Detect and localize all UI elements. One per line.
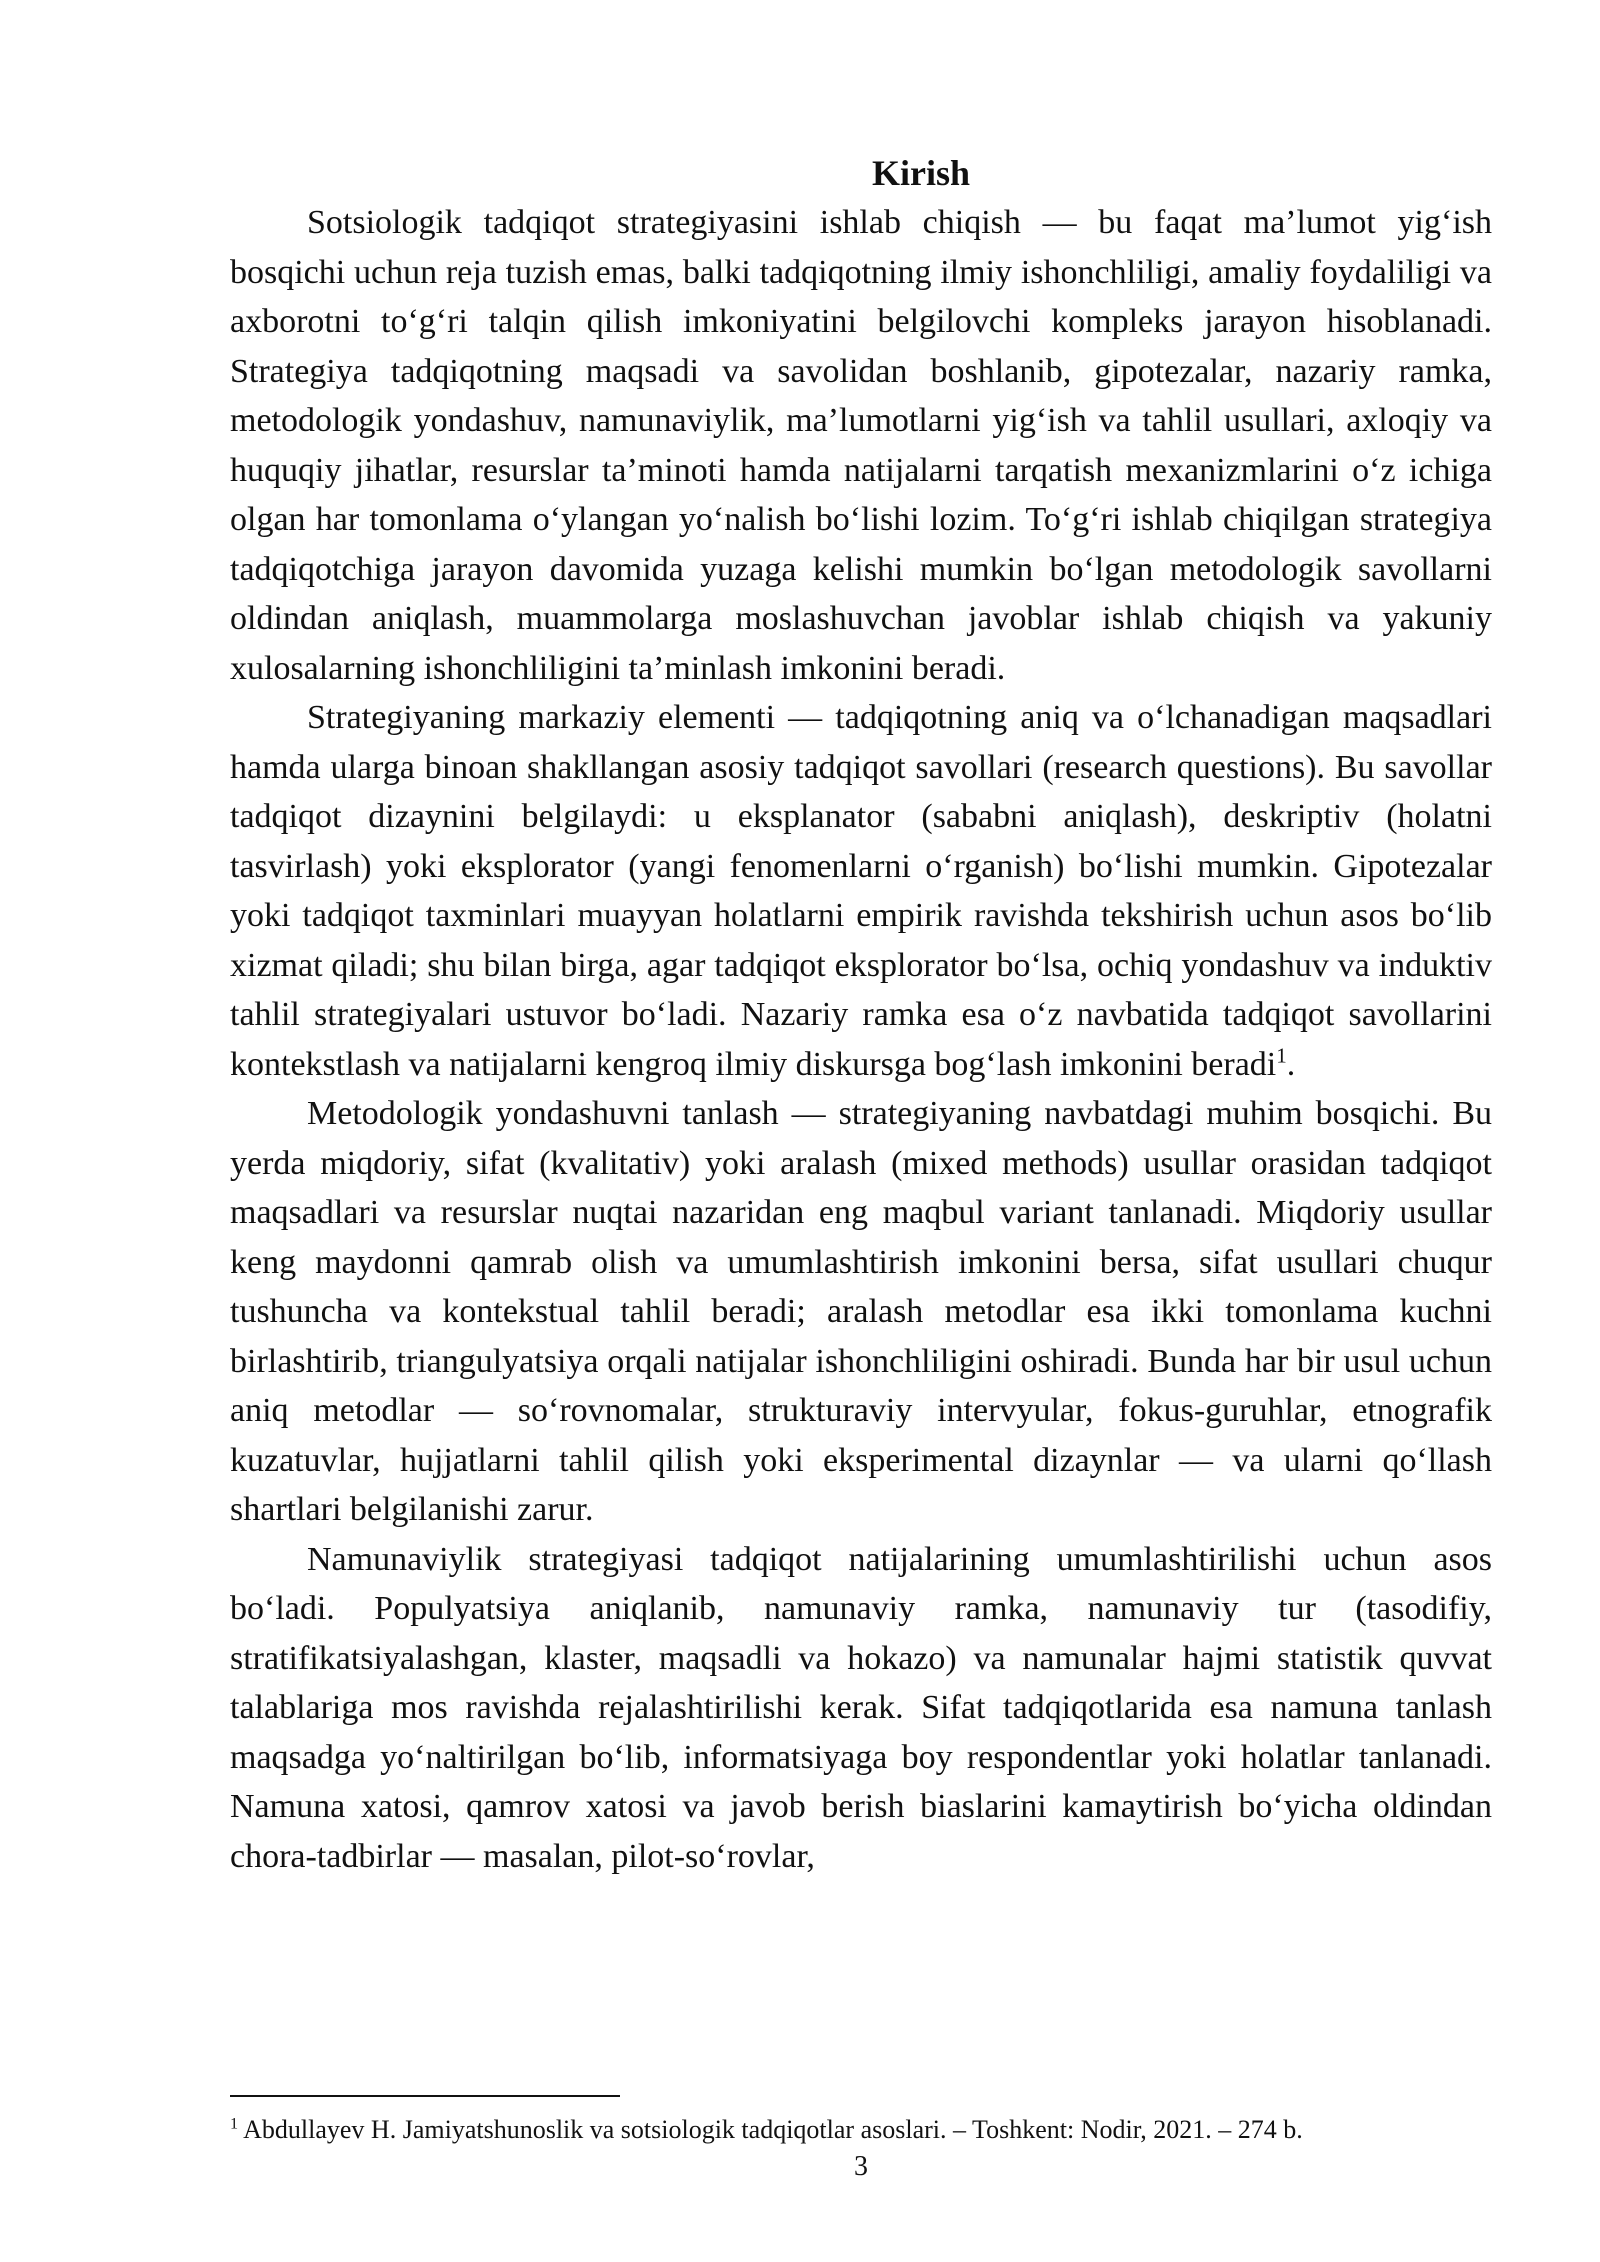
section-heading: Kirish — [871, 153, 970, 193]
paragraph-4: Namunaviylik strategiyasi tadqiqot natijalarining umumlashtirilishi uchun asos bo‘ladi. Populyatsiya aniqlanib, namunaviy ramka, namunaviy tur (tasodifiy, stratifikatsiyalashgan, klaster, maqsadli va hokazo) va namunalar hajmi statistik quvvat talablariga mos ravishda rejalashtirilishi kerak. Sifat tadqiqotlarida esa namuna tanlash maqsadga yo‘naltirilgan bo‘lib, informatsiyaga boy respondentlar yoki holatlar tanlanadi. Namuna xatosi, qamrov xatosi va javob berish biaslarini kamaytirish bo‘yicha oldindan chora-tadbirlar — masalan, pilot-so‘rovlar, — [230, 1540, 1492, 1875]
page-number: 3 — [854, 2151, 868, 2182]
footnote-text: Abdullayev H. Jamiyatshunoslik va sotsiologik tadqiqotlar asoslari. – Toshkent: Nodir, 2021. – 274 b. — [238, 2115, 1303, 2144]
page-body — [230, 148, 1492, 1881]
paragraph-2-text: Strategiyaning markaziy elementi — tadqiqotning aniq va o‘lchanadigan maqsadlari hamda ularga binoan shakllangan asosiy tadqiqot savollari (research questions). Bu savollar tadqiqot dizaynini belgilaydi: u eksplanator (sababni aniqlash), deskriptiv (holatni tasvirlash) yoki eksplorator (yangi fenomenlarni o‘rganish) bo‘lishi mumkin. Gipotezalar yoki tadqiqot taxminlari muayyan holatlarni empirik ravishda tekshirish uchun asos bo‘lib xizmat qiladi; shu bilan birga, agar tadqiqot eksplorator bo‘lsa, ochiq yondashuv va induktiv tahlil strategiyalari ustuvor bo‘ladi. Nazariy ramka esa o‘z navbatida tadqiqot savollarini kontekstlash va natijalarni kengroq ilmiy diskursga bog‘lash imkonini beradi — [230, 699, 1492, 1083]
footnote-separator — [230, 2095, 620, 2097]
paragraph-3: Metodologik yondashuvni tanlash — strategiyaning navbatdagi muhim bosqichi. Bu yerda miqdoriy, sifat (kvalitativ) yoki aralash (mixed methods) usullar orasidan tadqiqot maqsadlari va resurslar nuqtai nazaridan eng maqbul variant tanlanadi. Miqdoriy usullar keng maydonni qamrab olish va umumlashtirish imkonini bersa, sifat usullari chuqur tushuncha va kontekstual tahlil beradi; aralash metodlar esa ikki tomonlama kuchni birlashtirib, triangulyatsiya orqali natijalar ishonchliligini oshiradi. Bunda har bir usul uchun aniq metodlar — so‘rovnomalar, strukturaviy intervyular, fokus-guruhlar, etnografik kuzatuvlar, hujjatlarni tahlil qilish yoki eksperimental dizaynlar — va ularni qo‘llash shartlari belgilanishi zarur. — [230, 1095, 1492, 1528]
footnote-reference[interactable]: 1 — [1276, 1043, 1287, 1068]
paragraph-1: Sotsiologik tadqiqot strategiyasini ishlab chiqish — bu faqat ma’lumot yig‘ish bosqichi uchun reja tuzish emas, balki tadqiqotning ilmiy ishonchliligi, amaliy foydaliligi va axborotni to‘g‘ri talqin qilish imkoniyatini belgilovchi kompleks jarayon hisoblanadi. Strategiya tadqiqotning maqsadi va savolidan boshlanib, gipotezalar, nazariy ramka, metodologik yondashuv, namunaviylik, ma’lumotlarni yig‘ish va tahlil usullari, axloqiy va huquqiy jihatlar, resurslar ta’minoti hamda natijalarni tarqatish mexanizmlarini o‘z ichiga olgan har tomonlama o‘ylangan yo‘nalish bo‘lishi lozim. To‘g‘ri ishlab chiqilgan strategiya tadqiqotchiga jarayon davomida yuzaga kelishi mumkin bo‘lgan metodologik savollarni oldindan aniqlash, muammolarga moslashuvchan javoblar ishlab chiqish va yakuniy xulosalarning ishonchliligini ta’minlash imkonini beradi. — [230, 204, 1492, 687]
footnote-marker: 1 — [230, 2115, 239, 2133]
paragraph-2: Strategiyaning markaziy elementi — tadqiqotning aniq va o‘lchanadigan maqsadlari hamda ularga binoan shakllangan asosiy tadqiqot savollari (research questions). Bu savollar tadqiqot dizaynini belgilaydi: u eksplanator (sababni aniqlash), deskriptiv (holatni tasvirlash) yoki eksplorator (yangi fenomenlarni o‘rganish) bo‘lishi mumkin. Gipotezalar yoki tadqiqot taxminlari muayyan holatlarni empirik ravishda tekshirish uchun asos bo‘lib xizmat qiladi; shu bilan birga, agar tadqiqot eksplorator bo‘lsa, ochiq yondashuv va induktiv tahlil strategiyalari ustuvor bo‘ladi. Nazariy ramka esa o‘z navbatida tadqiqot savollarini kontekstlash va natijalarni kengroq ilmiy diskursga bog‘lash imkonini beradi$^1$. — [230, 699, 1492, 1083]
footnote — [230, 2113, 1492, 2147]
